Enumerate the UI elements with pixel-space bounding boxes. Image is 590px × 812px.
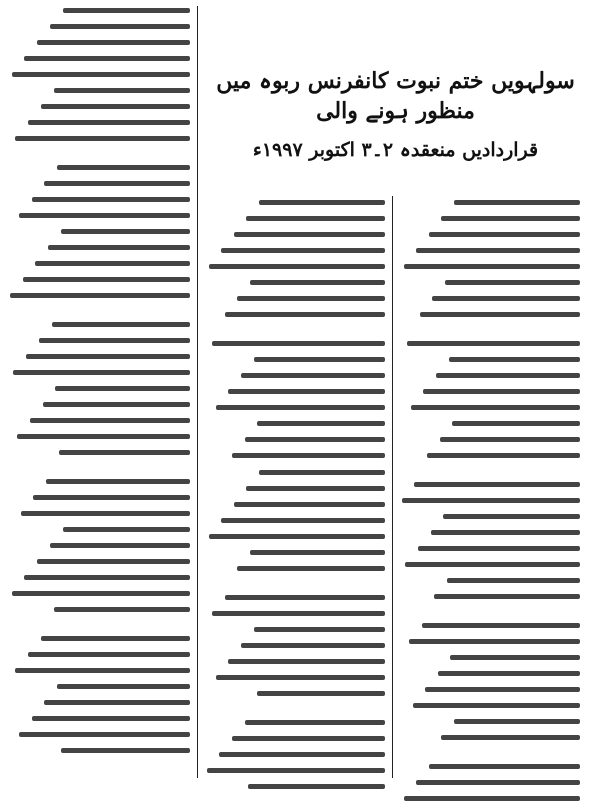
text-line: [259, 470, 385, 475]
text-line: [418, 546, 580, 551]
text-line: [245, 437, 385, 442]
text-line: [44, 181, 190, 186]
text-line: [37, 559, 190, 564]
text-line: [407, 341, 580, 346]
text-line: [402, 498, 580, 503]
text-line: [19, 732, 190, 737]
text-line: [212, 341, 385, 346]
article-column-right: [400, 200, 580, 812]
text-line: [32, 197, 190, 202]
text-line: [12, 591, 190, 596]
text-line: [422, 623, 580, 628]
text-line: [61, 748, 190, 753]
headline-primary: سولہویں ختم نبوت کانفرنس ربوہ میں منظور ہونے والی: [216, 68, 575, 124]
text-line: [216, 675, 385, 680]
text-line: [450, 655, 580, 660]
text-line: [17, 434, 190, 439]
text-line: [416, 248, 580, 253]
column-rule: [197, 6, 198, 778]
text-line: [254, 627, 385, 632]
text-line: [39, 338, 190, 343]
text-line: [26, 354, 190, 359]
text-line: [28, 120, 190, 125]
text-line: [404, 796, 580, 801]
text-line: [427, 453, 580, 458]
text-line: [232, 453, 385, 458]
text-line: [219, 752, 385, 757]
text-line: [15, 668, 190, 673]
text-line: [434, 594, 580, 599]
text-line: [254, 357, 385, 362]
text-line: [241, 643, 385, 648]
text-line: [237, 296, 385, 301]
text-line: [35, 261, 190, 266]
text-line: [423, 389, 580, 394]
text-line: [24, 575, 190, 580]
text-line: [63, 8, 190, 13]
text-line: [13, 370, 190, 375]
text-line: [438, 671, 580, 676]
text-line: [234, 232, 385, 237]
text-line: [30, 418, 190, 423]
text-line: [443, 514, 580, 519]
article-column-middle-lower: [205, 470, 385, 800]
text-line: [225, 312, 385, 317]
article-column-left: [8, 8, 190, 764]
text-line: [41, 104, 190, 109]
text-line: [57, 684, 190, 689]
text-line: [452, 421, 580, 426]
text-line: [232, 736, 385, 741]
text-line: [228, 659, 385, 664]
text-line: [55, 386, 190, 391]
text-line: [246, 216, 385, 221]
text-line: [228, 389, 385, 394]
text-line: [237, 566, 385, 571]
text-line: [441, 735, 580, 740]
text-line: [245, 720, 385, 725]
text-line: [250, 280, 385, 285]
text-line: [221, 518, 385, 523]
text-line: [32, 716, 190, 721]
text-line: [259, 200, 385, 205]
text-line: [411, 405, 580, 410]
headline-secondary: قراردادیں منعقدہ ۲۔۳ اکتوبر ۱۹۹۷ء: [252, 139, 539, 161]
text-line: [57, 165, 190, 170]
text-line: [414, 482, 580, 487]
text-line: [50, 543, 190, 548]
text-line: [454, 200, 580, 205]
text-line: [241, 373, 385, 378]
text-line: [28, 652, 190, 657]
text-line: [429, 764, 580, 769]
text-line: [12, 72, 190, 77]
text-line: [440, 437, 580, 442]
column-rule: [392, 196, 393, 778]
text-line: [44, 700, 190, 705]
text-line: [59, 450, 190, 455]
text-line: [409, 639, 580, 644]
text-line: [10, 293, 190, 298]
text-line: [250, 550, 385, 555]
text-line: [248, 784, 385, 789]
text-line: [449, 357, 580, 362]
text-line: [447, 578, 580, 583]
text-line: [445, 280, 580, 285]
text-line: [221, 248, 385, 253]
text-line: [257, 691, 385, 696]
text-line: [420, 312, 580, 317]
text-line: [41, 636, 190, 641]
text-line: [50, 24, 190, 29]
text-line: [425, 687, 580, 692]
text-line: [48, 245, 190, 250]
text-line: [209, 534, 385, 539]
text-line: [454, 719, 580, 724]
text-line: [246, 486, 385, 491]
text-line: [21, 511, 190, 516]
text-line: [52, 322, 190, 327]
text-line: [234, 502, 385, 507]
text-line: [207, 768, 385, 773]
text-line: [413, 703, 580, 708]
text-line: [257, 421, 385, 426]
text-line: [225, 595, 385, 600]
text-line: [54, 607, 191, 612]
text-line: [405, 562, 580, 567]
text-line: [429, 232, 580, 237]
text-line: [216, 405, 385, 410]
text-line: [212, 611, 385, 616]
text-line: [37, 40, 190, 45]
text-line: [431, 530, 580, 535]
text-line: [24, 56, 190, 61]
text-line: [19, 213, 190, 218]
text-line: [33, 495, 190, 500]
text-line: [63, 527, 190, 532]
text-line: [209, 264, 385, 269]
text-line: [61, 229, 190, 234]
text-line: [432, 296, 580, 301]
text-line: [23, 277, 190, 282]
text-line: [43, 402, 190, 407]
text-line: [404, 264, 580, 269]
text-line: [436, 373, 580, 378]
text-line: [15, 136, 190, 141]
text-line: [441, 216, 580, 221]
text-line: [54, 88, 191, 93]
text-line: [46, 479, 190, 484]
article-column-middle: [205, 200, 385, 482]
